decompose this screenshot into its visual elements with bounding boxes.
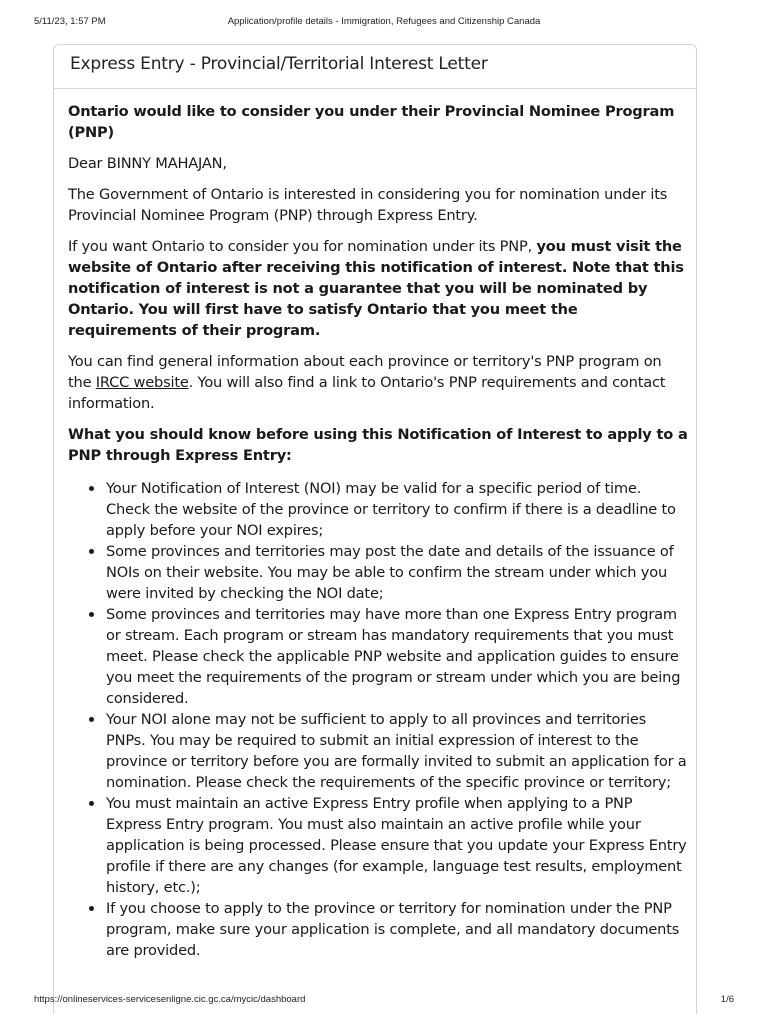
print-datetime: 5/11/23, 1:57 PM	[34, 16, 106, 27]
panel-title: Express Entry - Provincial/Territorial Interest Letter	[54, 45, 696, 89]
list-item: Some provinces and territories may post the date and details of the issuance of NOIs on their website. You may be able to confirm the stream under which you were invited by checking the NOI date;	[106, 541, 688, 604]
noi-guidance-list	[68, 478, 688, 961]
letter-greeting: Dear BINNY MAHAJAN,	[68, 155, 227, 172]
visit-prefix: If you want Ontario to consider you for nomination under its PNP,	[68, 238, 537, 255]
list-item: Some provinces and territories may have more than one Express Entry program or stream. Each program or stream has mandatory requirements that you must meet. Please check the applicable PNP website and application guides to ensure you meet the requirements of the program or stream under which you are being considered.	[106, 604, 688, 709]
print-page-number: 1/6	[720, 994, 734, 1005]
print-footer	[34, 994, 734, 1008]
list-item: Your Notification of Interest (NOI) may be valid for a specific period of time. Check the website of the province or territory to confirm if there is a deadline to apply before your NOI expires;	[106, 478, 688, 541]
interest-letter-panel	[53, 44, 697, 1014]
print-page-title: Application/profile details - Immigration, Refugees and Citizenship Canada	[227, 16, 541, 27]
letter-intro: The Government of Ontario is interested in considering you for nomination under its Provincial Nominee Program (PNP) through Express Entry.	[68, 186, 668, 224]
list-item: If you choose to apply to the province or territory for nomination under the PNP program, make sure your application is complete, and all mandatory documents are provided.	[106, 898, 688, 961]
info-suffix: . You will also find a link to Ontario's PNP requirements and contact information.	[68, 374, 666, 412]
letter-visit-paragraph	[68, 236, 688, 341]
letter-body	[54, 89, 696, 961]
letter-info-paragraph	[68, 351, 688, 414]
list-item: Your NOI alone may not be sufficient to apply to all provinces and territories PNPs. You may be required to submit an initial expression of interest to the province or territory before you are formally invited to submit an application for a nomination. Please check the requirements of the specific province or territory;	[106, 711, 687, 791]
know-heading: What you should know before using this Notification of Interest to apply to a PNP through Express Entry:	[68, 426, 688, 464]
print-url: https://onlineservices-servicesenligne.cic.gc.ca/mycic/dashboard	[34, 994, 306, 1005]
ircc-website-link[interactable]: IRCC website	[95, 374, 189, 391]
print-header	[34, 16, 734, 30]
visit-requirement: you must visit the website of Ontario after receiving this notification of interest. Note that this notification of interest is not a guarantee that you will be nominated by Ontario. You will first have to satisfy Ontario that you meet the requirements of their program.	[68, 238, 684, 339]
list-item: You must maintain an active Express Entry profile when applying to a PNP Express Entry program. You must also maintain an active profile while your application is being processed. Please ensure that you update your Express Entry profile if there are any changes (for example, language test results, employment history, etc.);	[106, 795, 687, 896]
letter-heading: Ontario would like to consider you under their Provincial Nominee Program (PNP)	[68, 103, 675, 141]
info-prefix: You can find general information about each province or territory's PNP program on the	[68, 353, 662, 391]
